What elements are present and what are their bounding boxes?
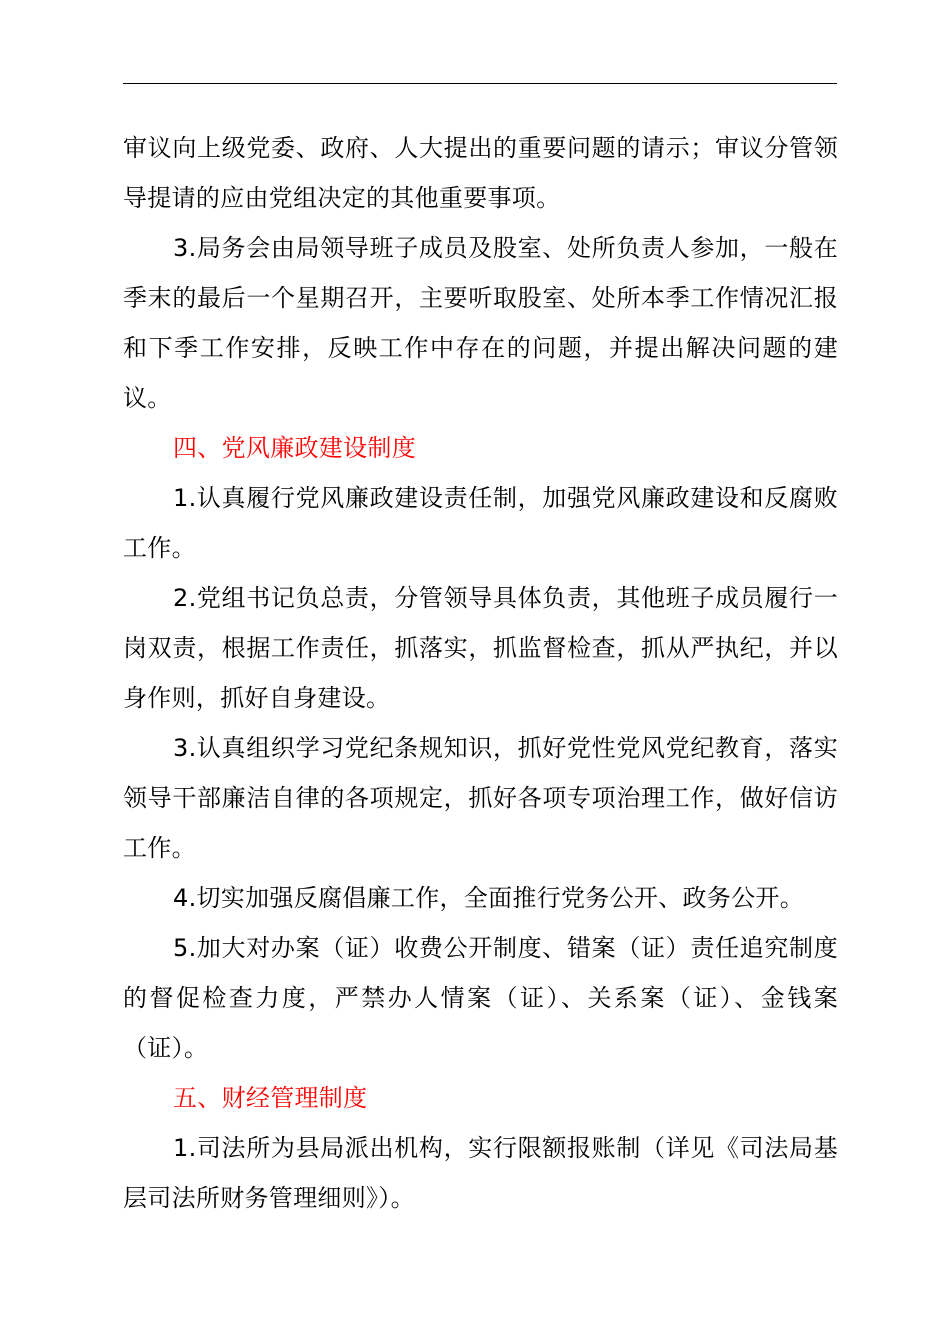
paragraph-item-1-finance: 1.司法所为县局派出机构，实行限额报账制（详见《司法局基层司法所财务管理细则》）。 [123, 1134, 838, 1212]
document-body [123, 123, 838, 1223]
paragraph-item-4-anticorruption: 4.切实加强反腐倡廉工作，全面推行党务公开、政务公开。 [173, 884, 804, 912]
section-heading-5: 五、财经管理制度 [173, 1084, 368, 1112]
paragraph-item-3-study: 3.认真组织学习党纪条规知识，抓好党性党风党纪教育，落实领导干部廉洁自律的各项规定，抓好各项专项治理工作，做好信访工作。 [123, 734, 838, 862]
header-rule [123, 83, 837, 84]
paragraph-item-2-secretary: 2.党组书记负总责，分管领导具体负责，其他班子成员履行一岗双责，根据工作责任，抓落实，抓监督检查，抓从严执纪，并以身作则，抓好自身建设。 [123, 584, 838, 712]
section-heading-4: 四、党风廉政建设制度 [173, 434, 416, 462]
paragraph-item-1-responsibility: 1.认真履行党风廉政建设责任制，加强党风廉政建设和反腐败工作。 [123, 484, 838, 562]
paragraph-item-3-bureau-meeting: 3.局务会由局领导班子成员及股室、处所负责人参加，一般在季末的最后一个星期召开，主要听取股室、处所本季工作情况汇报和下季工作安排，反映工作中存在的问题，并提出解决问题的建议。 [123, 234, 838, 412]
paragraph-continuation: 审议向上级党委、政府、人大提出的重要问题的请示；审议分管领导提请的应由党组决定的其他重要事项。 [123, 134, 838, 212]
paragraph-item-5-fees: 5.加大对办案（证）收费公开制度、错案（证）责任追究制度的督促检查力度，严禁办人情案（证）、关系案（证）、金钱案（证）。 [123, 934, 838, 1062]
